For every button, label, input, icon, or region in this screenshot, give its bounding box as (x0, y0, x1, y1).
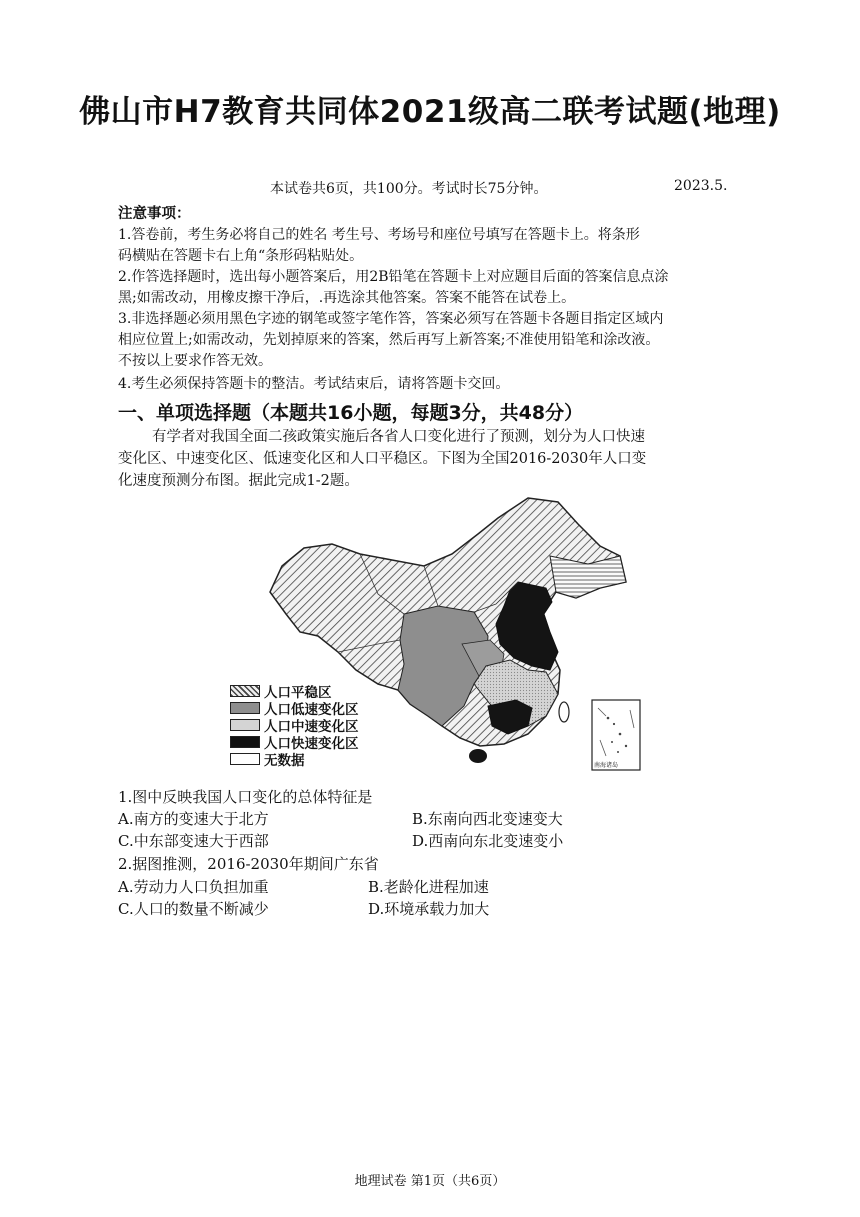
question-2-option-b: B.老龄化进程加速 (368, 878, 489, 896)
page-footer: 地理试卷 第1页（共6页） (354, 1174, 506, 1189)
question-1-option-b: B.东南向西北变速变大 (412, 810, 563, 828)
intro-line: 变化区、中速变化区、低速变化区和人口平稳区。下图为全国2016-2030年人口变 (118, 451, 647, 467)
question-1-stem: 1.图中反映我国人口变化的总体特征是 (118, 788, 373, 806)
intro-line: 有学者对我国全面二孩政策实施后各省人口变化进行了预测，划分为人口快速 (152, 429, 645, 445)
population-change-map (228, 494, 648, 776)
note-line: 黑;如需改动，用橡皮擦干净后，.再选涂其他答案。答案不能答在试卷上。 (118, 290, 576, 306)
question-2-stem: 2.据图推测，2016-2030年期间广东省 (118, 855, 379, 873)
legend-label: 人口平稳区 (264, 684, 332, 701)
legend-item (230, 699, 359, 716)
legend-label: 人口中速变化区 (264, 718, 359, 735)
exam-info-text: 本试卷共6页，共100分。考试时长75分钟。 (270, 181, 548, 197)
note-line: 3.非选择题必须用黑色字迹的钢笔或签字笔作答，答案必须写在答题卡各题目指定区域内 (118, 311, 664, 327)
legend-item (230, 682, 359, 699)
exam-date: 2023.5. (674, 178, 728, 194)
legend-item (230, 750, 359, 767)
legend-item (230, 716, 359, 733)
question-1-option-c: C.中东部变速大于西部 (118, 832, 269, 850)
section-heading: 一、单项选择题（本题共16小题，每题3分，共48分） (118, 402, 584, 424)
note-line: 2.作答选择题时，选出每小题答案后，用2B铅笔在答题卡上对应题目后面的答案信息点涂 (118, 269, 669, 285)
note-line: 不按以上要求作答无效。 (118, 353, 272, 369)
note-line: 1.答卷前，考生务必将自己的姓名 考生号、考场号和座位号填写在答题卡上。将条形 (118, 227, 640, 243)
note-line: 相应位置上;如需改动，先划掉原来的答案，然后再写上新答案;不准使用铅笔和涂改液。 (118, 332, 660, 348)
page-title: 佛山市H7教育共同体2021级高二联考试题(地理) (79, 94, 781, 130)
intro-line: 化速度预测分布图。据此完成1-2题。 (118, 473, 359, 489)
legend-swatch-stable (230, 685, 260, 697)
legend-label: 人口快速变化区 (264, 735, 359, 752)
legend-swatch-fast (230, 736, 260, 748)
note-line: 码横贴在答题卡右上角“条形码粘贴处。 (118, 248, 364, 264)
question-1-option-d: D.西南向东北变速变小 (412, 832, 564, 850)
legend-label: 人口低速变化区 (264, 701, 359, 718)
notes-heading: 注意事项： (118, 206, 191, 222)
question-2-option-c: C.人口的数量不断减少 (118, 900, 269, 918)
legend-item (230, 733, 359, 750)
legend-swatch-medium (230, 719, 260, 731)
exam-info (270, 178, 728, 198)
map-legend (230, 682, 359, 767)
legend-label: 无数据 (264, 752, 305, 769)
question-2-option-a: A.劳动力人口负担加重 (118, 878, 269, 896)
inset-label: 南海诸岛 (594, 762, 619, 769)
question-2-option-d: D.环境承载力加大 (368, 900, 490, 918)
note-line: 4.考生必须保持答题卡的整洁。考试结束后，请将答题卡交回。 (118, 376, 510, 392)
legend-swatch-nodata (230, 753, 260, 765)
legend-swatch-low (230, 702, 260, 714)
question-1-option-a: A.南方的变速大于北方 (118, 810, 269, 828)
